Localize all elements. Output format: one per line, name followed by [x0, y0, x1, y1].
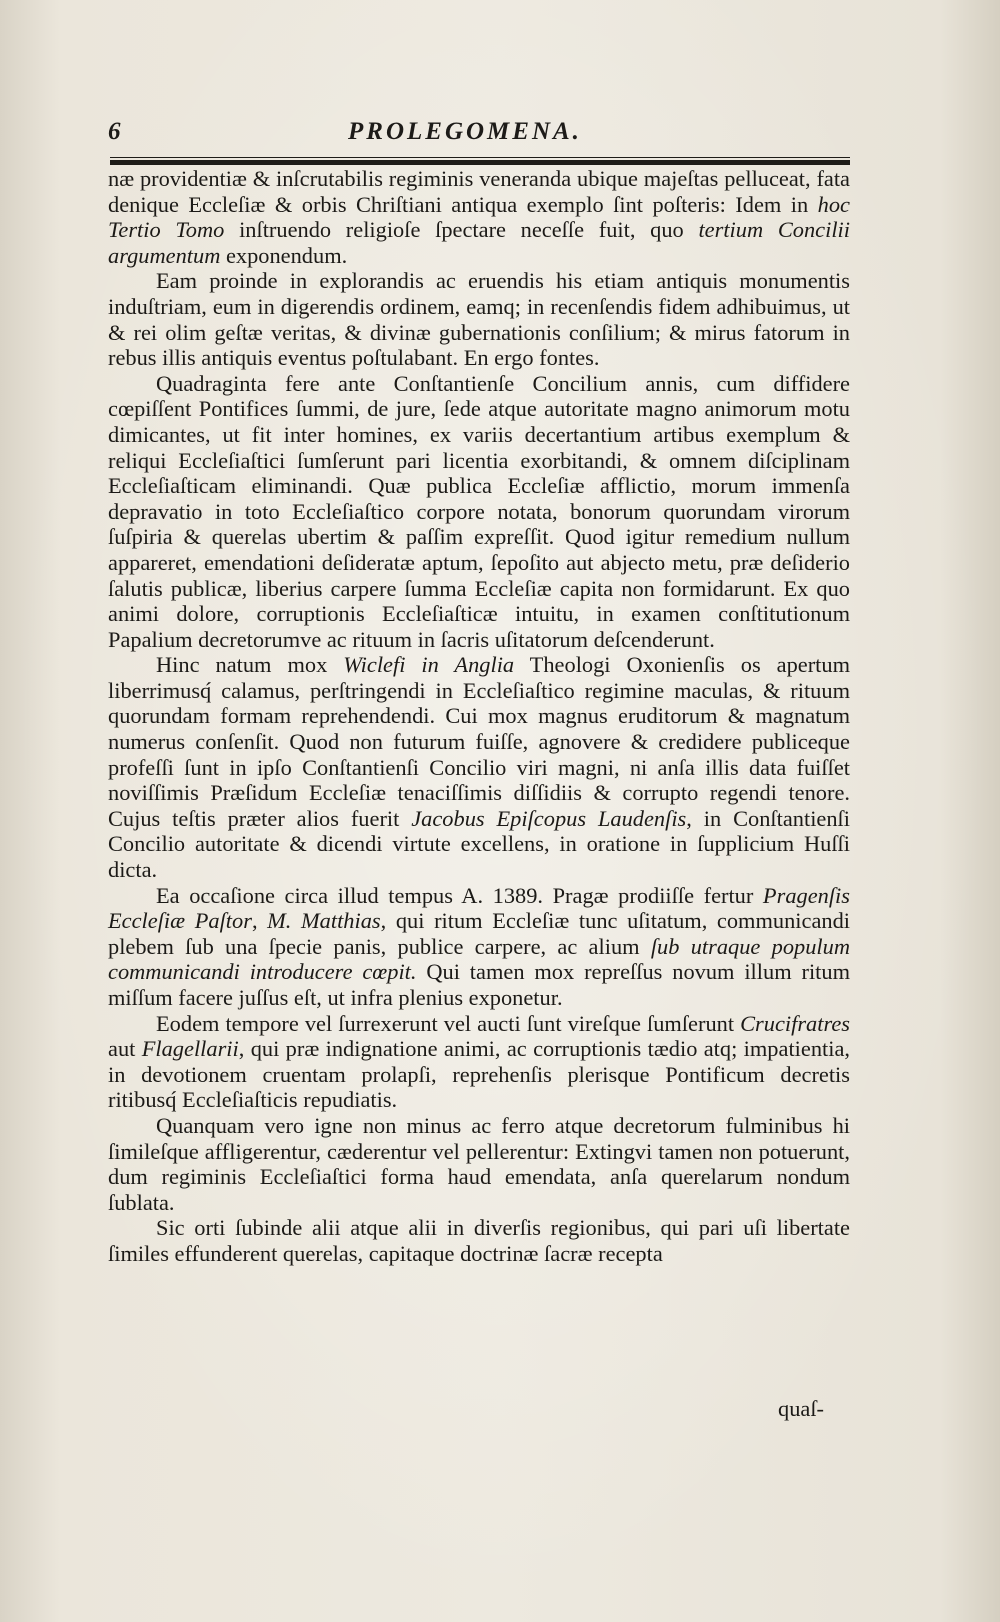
page-header [108, 118, 848, 154]
page-number: 6 [108, 118, 121, 145]
text-segment: Quadraginta fere ante Conſtantienſe Concilium annis, cum diffidere cœpiſſent Pontifices ſummi, de jure, ſede atque autoritate magno animorum motu dimicantes, ut fit inter homines, ex variis decertantium artibus exemplum & reliqui Eccleſiaſtici ſumſerunt pari licentia exorbitandi, & omnem diſciplinam Eccleſiaſticam eliminandi. Quæ publica Eccleſiæ afflictio, morum immenſa depravatio in toto Eccleſiaſtico corpore notata, bonorum quorundam virorum ſuſpiria & querelas ubertim & paſſim expreſſit. Quod igitur remedium nullum appareret, emendationi deſideratæ aptum, ſepoſito aut abjecto metu, præ deſiderio ſalutis publicæ, liberius carpere ſumma Eccleſiæ capita non formidarunt. Ex quo animi dolore, corruptionis Eccleſiaſticæ intuitu, in examen conſtitutionum Papalium decretorumve ac rituum in ſacris uſitatorum deſcenderunt. [108, 370, 850, 652]
text-segment: inſtruendo religioſe ſpectare neceſſe fuit, quo [224, 217, 699, 243]
text-segment: Quanquam vero igne non minus ac ferro atque decretorum fulminibus hi ſimileſque affligerentur, cæderentur vel pellerentur: Extingvi tamen non potuerunt, dum regiminis Eccleſiaſtici forma haud emendata, anſa querelarum nondum ſublata. [108, 1112, 850, 1215]
text-segment: Eam proinde in explorandis ac eruendis his etiam antiquis monumentis induſtriam, eum in digerendis ordinem, eamq; in recenſendis fidem adhibuimus, ut & rei olim geſtæ veritas, & divinæ gubernationis conſilium; & mirus fatorum in rebus illis antiquis eventus poſtulabant. En ergo fontes. [108, 268, 850, 371]
text-segment: Sic orti ſubinde alii atque alii in diverſis regionibus, qui pari uſi libertate ſimiles effunderent querelas, capitaque doctrinæ ſacræ recepta [108, 1215, 850, 1266]
italic-segment: Pragenſis Eccleſiæ Paſtor [108, 882, 850, 934]
italic-segment: ſub utraque populum communicandi introducere cœpit. [108, 933, 851, 985]
text-segment: Ea occaſione circa illud tempus A. 1389. Pragæ prodiiſſe fertur [156, 882, 763, 908]
body-text [108, 166, 850, 1267]
paragraph-1 [108, 166, 850, 268]
text-segment: exponendum. [220, 242, 348, 268]
italic-segment: hoc Tertio Tomo [108, 191, 850, 243]
text-segment: Eodem tempore vel ſurrexerunt vel aucti ſunt vireſque ſumſerunt [156, 1010, 741, 1036]
text-segment: , in Conſtantienſi Concilio autoritate & dicendi virtute excellens, in oratione in ſupplicium Huſſi dicta. [108, 805, 850, 883]
italic-segment: M. Matthias [267, 908, 381, 934]
paragraph-6 [108, 1011, 850, 1113]
italic-segment: tertium Concilii argumentum [108, 217, 850, 268]
running-head: PROLEGOMENA. [348, 118, 582, 145]
text-segment: , qui præ indignatione animi, ac corruptionis tædio atq; impatientia, in devotionem cruentam prolapſi, reprehenſis plerisque Pontificum decretis ritibusq́ Eccleſiaſticis repudiatis. [108, 1036, 850, 1113]
italic-segment: Jacobus Epiſcopus Laudenſis [411, 805, 687, 831]
paragraph-2 [108, 268, 850, 370]
text-segment: Hinc natum mox [156, 652, 344, 678]
italic-segment: Wiclefi in Anglia [343, 652, 515, 678]
catchword: quaſ- [778, 1396, 825, 1421]
paragraph-5 [108, 883, 850, 1011]
text-segment: aut [108, 1036, 142, 1062]
header-rule-thin [110, 157, 850, 158]
text-segment: Theologi Oxonienſis os apertum liberrimusq́ calamus, perſtringendi in Eccleſiaſtico regimine maculas, & rituum quorundam formam reprehendendi. Cui mox magnus eruditorum & magnatum numerus conſenſit. Quod non futurum fuiſſe, agnovere & credidere publiceque profeſſi ſunt in ipſo Conſtantienſi Concilio viri magni, ni anſa illis data fuiſſet noviſſimis Præſidum Eccleſiæ tenaciſſimis diſſidiis & corrupto regendi tenore. Cujus teſtis præter alios fuerit [108, 652, 851, 831]
text-segment: , qui ritum Eccleſiæ tunc uſitatum, communicandi plebem ſub una ſpecie panis, publice carpere, ac alium [108, 908, 850, 959]
header-rule [110, 160, 850, 165]
paragraph-7 [108, 1113, 850, 1215]
text-segment: , [251, 908, 268, 934]
paragraph-8 [108, 1215, 850, 1266]
text-segment: næ providentiæ & inſcrutabilis regiminis veneranda ubique majeſtas pelluceat, fata denique Eccleſiæ & orbis Chriſtiani antiqua exemplo ſint poſteris: Idem in [108, 166, 850, 217]
italic-segment: Flagellarii [141, 1036, 239, 1062]
italic-segment: Crucifratres [740, 1010, 850, 1036]
paragraph-3 [108, 371, 850, 653]
paragraph-4 [108, 652, 850, 882]
text-segment: Qui tamen mox repreſſus novum illum ritum miſſum facere juſſus eſt, ut infra plenius exponetur. [108, 959, 850, 1010]
